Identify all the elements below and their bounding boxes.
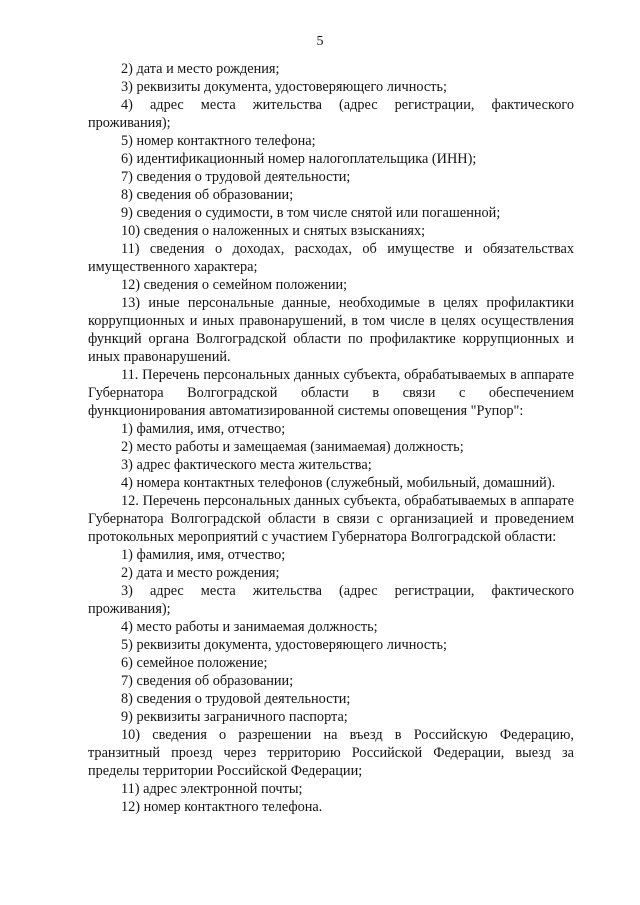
paragraph: 12) сведения о семейном положении; — [121, 277, 348, 293]
paragraph: 13) иные персональные данные, необходимые в целях профилактики коррупционных и иных правонарушений, в том числе в целях осуществления функций органа Волгоградской области по профилактике коррупционных и иных правонарушений. — [88, 295, 574, 365]
paragraph: 4) номера контактных телефонов (служебный, мобильный, домашний). — [121, 475, 556, 491]
paragraph: 4) место работы и занимаемая должность; — [121, 619, 378, 635]
paragraph: 3) адрес фактического места жительства; — [121, 457, 372, 473]
paragraph: 2) дата и место рождения; — [121, 61, 280, 77]
paragraph: 8) сведения о трудовой деятельности; — [121, 691, 351, 707]
section-heading-12: 12. Перечень персональных данных субъекта, обрабатываемых в аппарате Губернатора Волгоградской области в связи с организацией и проведением протокольных мероприятий с участием Губернатора Волгоградской области: — [88, 493, 574, 545]
paragraph: 10) сведения о наложенных и снятых взысканиях; — [121, 223, 426, 239]
paragraph: 11) сведения о доходах, расходах, об имуществе и обязательствах имущественного характера; — [88, 241, 574, 275]
paragraph: 2) дата и место рождения; — [121, 565, 280, 581]
paragraph: 5) номер контактного телефона; — [121, 133, 316, 149]
document-body — [88, 60, 574, 816]
paragraph: 8) сведения об образовании; — [121, 187, 294, 203]
section-heading-11: 11. Перечень персональных данных субъекта, обрабатываемых в аппарате Губернатора Волгоградской области в связи с обеспечением функционирования автоматизированной системы оповещения "Рупор": — [88, 367, 574, 419]
paragraph: 1) фамилия, имя, отчество; — [121, 421, 286, 437]
paragraph: 2) место работы и замещаемая (занимаемая) должность; — [121, 439, 464, 455]
paragraph: 3) реквизиты документа, удостоверяющего личность; — [121, 79, 447, 95]
paragraph: 10) сведения о разрешении на въезд в Российскую Федерацию, транзитный проезд через территорию Российской Федерации, выезд за пределы территории Российской Федерации; — [88, 727, 574, 779]
paragraph: 4) адрес места жительства (адрес регистрации, фактического проживания); — [88, 97, 574, 131]
paragraph: 1) фамилия, имя, отчество; — [121, 547, 286, 563]
paragraph: 7) сведения об образовании; — [121, 673, 294, 689]
page-number: 5 — [316, 34, 324, 49]
paragraph: 9) реквизиты заграничного паспорта; — [121, 709, 348, 725]
paragraph: 3) адрес места жительства (адрес регистрации, фактического проживания); — [88, 583, 574, 617]
paragraph: 12) номер контактного телефона. — [121, 799, 323, 815]
paragraph: 11) адрес электронной почты; — [121, 781, 303, 797]
paragraph: 6) идентификационный номер налогоплательщика (ИНН); — [121, 151, 477, 167]
paragraph: 9) сведения о судимости, в том числе снятой или погашенной; — [121, 205, 501, 221]
paragraph: 7) сведения о трудовой деятельности; — [121, 169, 351, 185]
paragraph: 6) семейное положение; — [121, 655, 268, 671]
paragraph: 5) реквизиты документа, удостоверяющего личность; — [121, 637, 447, 653]
